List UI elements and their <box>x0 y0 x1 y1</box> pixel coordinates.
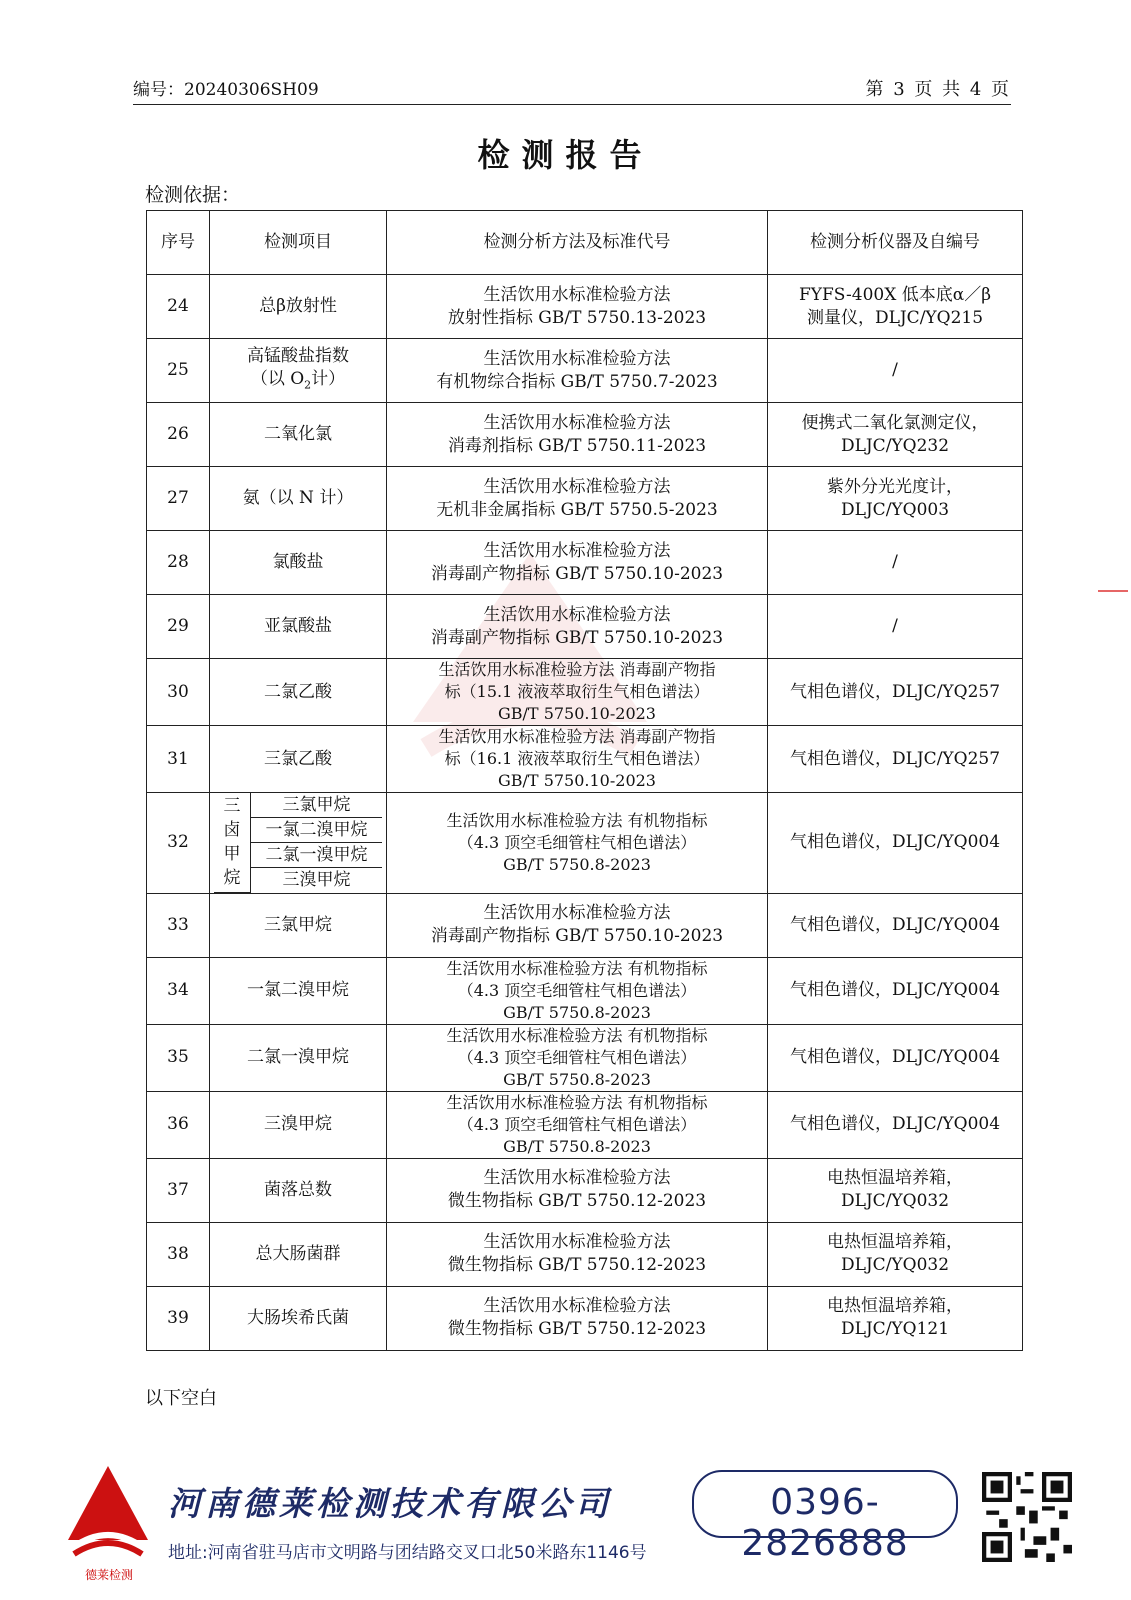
cell-instrument: 电热恒温培养箱， DLJC/YQ032 <box>768 1158 1023 1222</box>
cell-no: 38 <box>147 1222 210 1286</box>
table-row <box>147 726 1023 793</box>
company-name: 河南德莱检测技术有限公司 <box>168 1484 612 1523</box>
cell-no: 30 <box>147 659 210 726</box>
table-row <box>147 893 1023 957</box>
cell-item: 二氯一溴甲烷 <box>210 1024 387 1091</box>
cell-item: 三溴甲烷 <box>210 1091 387 1158</box>
subitem: 三溴甲烷 <box>282 870 351 890</box>
table-header-row <box>147 211 1023 275</box>
cell-item: 氯酸盐 <box>210 531 387 595</box>
cell-method: 生活饮用水标准检验方法 微生物指标 GB/T 5750.12-2023 <box>387 1222 768 1286</box>
header-divider <box>133 104 1011 105</box>
table-row <box>147 531 1023 595</box>
table-row <box>147 957 1023 1024</box>
header-item: 检测项目 <box>210 211 387 275</box>
cell-instrument: 气相色谱仪，DLJC/YQ257 <box>768 726 1023 793</box>
cell-no: 29 <box>147 595 210 659</box>
cell-instrument: / <box>768 531 1023 595</box>
cell-method: 生活饮用水标准检验方法 微生物指标 GB/T 5750.12-2023 <box>387 1158 768 1222</box>
cell-item-group <box>210 793 387 894</box>
cell-item: 菌落总数 <box>210 1158 387 1222</box>
company-address: 地址:河南省驻马店市文明路与团结路交叉口北50米路东1146号 <box>168 1543 647 1563</box>
cell-method: 生活饮用水标准检验方法 放射性指标 GB/T 5750.13-2023 <box>387 275 768 339</box>
cell-instrument: 电热恒温培养箱， DLJC/YQ121 <box>768 1286 1023 1350</box>
cell-instrument: 电热恒温培养箱， DLJC/YQ032 <box>768 1222 1023 1286</box>
table-row <box>147 275 1023 339</box>
cell-instrument: 便携式二氧化氯测定仪， DLJC/YQ232 <box>768 403 1023 467</box>
cell-item: 三氯乙酸 <box>210 726 387 793</box>
cell-method: 生活饮用水标准检验方法 有机物指标 （4.3 顶空毛细管柱气相色谱法） GB/T 5750.8-2023 <box>387 957 768 1024</box>
cell-item: 高锰酸盐指数 （以 $O_2$计） <box>210 339 387 403</box>
cell-instrument: 气相色谱仪，DLJC/YQ004 <box>768 793 1023 894</box>
cell-item: 一氯二溴甲烷 <box>210 957 387 1024</box>
cell-instrument: 气相色谱仪，DLJC/YQ004 <box>768 957 1023 1024</box>
cell-instrument: FYFS-400X 低本底α／β 测量仪，DLJC/YQ215 <box>768 275 1023 339</box>
company-logo-icon <box>64 1462 152 1572</box>
cell-no: 32 <box>147 793 210 894</box>
blank-note: 以下空白 <box>145 1388 217 1409</box>
cell-item: 二氯乙酸 <box>210 659 387 726</box>
cell-no: 37 <box>147 1158 210 1222</box>
cell-no: 36 <box>147 1091 210 1158</box>
cell-method: 生活饮用水标准检验方法 有机物综合指标 GB/T 5750.7-2023 <box>387 339 768 403</box>
cell-item: 总β放射性 <box>210 275 387 339</box>
table-row <box>147 1024 1023 1091</box>
table-row <box>147 1091 1023 1158</box>
cell-no: 34 <box>147 957 210 1024</box>
cell-item: 二氧化氯 <box>210 403 387 467</box>
phone-box <box>692 1470 958 1564</box>
table-row <box>147 1158 1023 1222</box>
cell-item: 三氯甲烷 <box>210 893 387 957</box>
header-no: 序号 <box>147 211 210 275</box>
cell-item: 总大肠菌群 <box>210 1222 387 1286</box>
cell-item: 氨（以 N 计） <box>210 467 387 531</box>
subitem: 二氯一溴甲烷 <box>251 843 383 868</box>
cell-instrument: / <box>768 339 1023 403</box>
subitem: 一氯二溴甲烷 <box>251 818 383 843</box>
footer <box>0 1448 1131 1600</box>
cell-method: 生活饮用水标准检验方法 消毒副产物指 标（15.1 液液萃取衍生气相色谱法） GB/T 5750.10-2023 <box>387 659 768 726</box>
table-row <box>147 403 1023 467</box>
cell-method: 生活饮用水标准检验方法 有机物指标 （4.3 顶空毛细管柱气相色谱法） GB/T 5750.8-2023 <box>387 1024 768 1091</box>
cell-no: 27 <box>147 467 210 531</box>
cell-no: 25 <box>147 339 210 403</box>
cell-method: 生活饮用水标准检验方法 消毒副产物指标 GB/T 5750.10-2023 <box>387 531 768 595</box>
cell-instrument: / <box>768 595 1023 659</box>
table-row <box>147 793 1023 894</box>
cell-no: 24 <box>147 275 210 339</box>
cell-method: 生活饮用水标准检验方法 有机物指标 （4.3 顶空毛细管柱气相色谱法） GB/T 5750.8-2023 <box>387 793 768 894</box>
table-row <box>147 659 1023 726</box>
cell-no: 28 <box>147 531 210 595</box>
table-row <box>147 467 1023 531</box>
table-row <box>147 1222 1023 1286</box>
cell-method: 生活饮用水标准检验方法 消毒剂指标 GB/T 5750.11-2023 <box>387 403 768 467</box>
qr-code-icon <box>982 1472 1072 1562</box>
cell-instrument: 紫外分光光度计， DLJC/YQ003 <box>768 467 1023 531</box>
cell-no: 26 <box>147 403 210 467</box>
page-title: 检测报告 <box>477 136 654 174</box>
cell-instrument: 气相色谱仪，DLJC/YQ004 <box>768 1024 1023 1091</box>
cell-instrument: 气相色谱仪，DLJC/YQ004 <box>768 1091 1023 1158</box>
table-row <box>147 1286 1023 1350</box>
cell-no: 33 <box>147 893 210 957</box>
cell-instrument: 气相色谱仪，DLJC/YQ004 <box>768 893 1023 957</box>
seal-stamp-icon <box>1098 590 1131 790</box>
cell-method: 生活饮用水标准检验方法 微生物指标 GB/T 5750.12-2023 <box>387 1286 768 1350</box>
cell-instrument: 气相色谱仪，DLJC/YQ257 <box>768 659 1023 726</box>
table-row <box>147 595 1023 659</box>
table-row <box>147 339 1023 403</box>
cell-method: 生活饮用水标准检验方法 有机物指标 （4.3 顶空毛细管柱气相色谱法） GB/T 5750.8-2023 <box>387 1091 768 1158</box>
cell-no: 35 <box>147 1024 210 1091</box>
group-label: 三卤甲烷 <box>214 793 251 892</box>
phone-number: 0396-2826888 <box>741 1482 909 1564</box>
cell-method: 生活饮用水标准检验方法 消毒副产物指 标（16.1 液液萃取衍生气相色谱法） GB/T 5750.10-2023 <box>387 726 768 793</box>
logo-text: 德莱检测 <box>84 1568 133 1582</box>
cell-method: 生活饮用水标准检验方法 消毒副产物指标 GB/T 5750.10-2023 <box>387 893 768 957</box>
basis-table <box>146 210 1023 1351</box>
cell-no: 39 <box>147 1286 210 1350</box>
basis-label: 检测依据： <box>145 184 241 206</box>
subitem: 三氯甲烷 <box>251 793 383 818</box>
header-instrument: 检测分析仪器及自编号 <box>768 211 1023 275</box>
cell-item: 亚氯酸盐 <box>210 595 387 659</box>
cell-item: 大肠埃希氏菌 <box>210 1286 387 1350</box>
cell-no: 31 <box>147 726 210 793</box>
cell-method: 生活饮用水标准检验方法 无机非金属指标 GB/T 5750.5-2023 <box>387 467 768 531</box>
cell-method: 生活饮用水标准检验方法 消毒副产物指标 GB/T 5750.10-2023 <box>387 595 768 659</box>
report-number: 编号：20240306SH09 <box>133 80 319 100</box>
page-info: 第 3 页 共 4 页 <box>865 79 1011 100</box>
header-method: 检测分析方法及标准代号 <box>387 211 768 275</box>
